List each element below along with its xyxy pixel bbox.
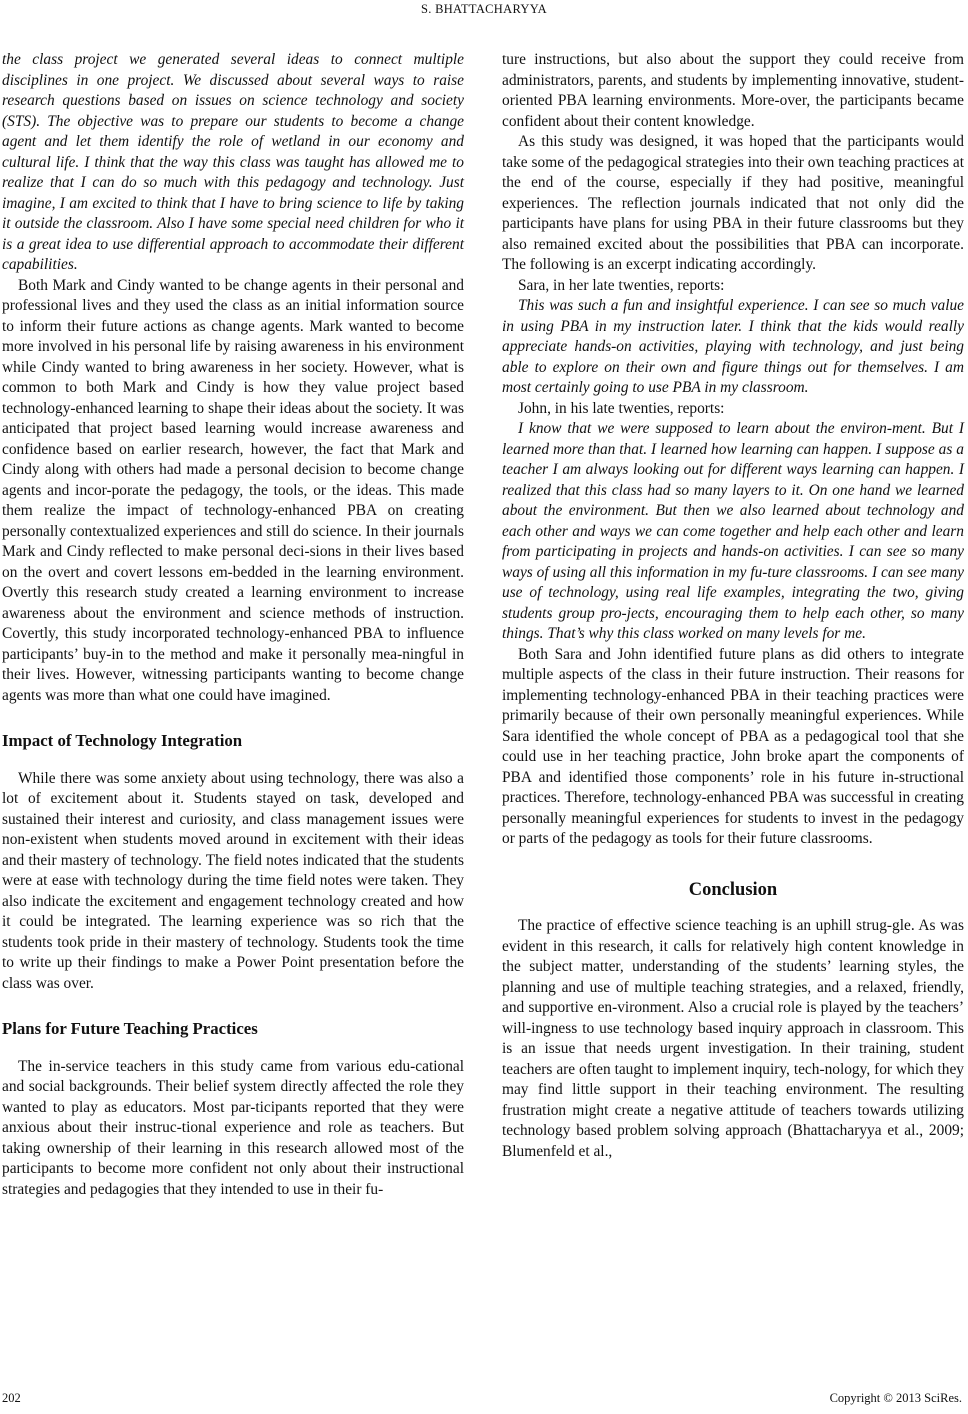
body-paragraph: The practice of effective science teaching is an uphill strug-gle. As was evident in this research, it calls for relatively high content knowledge in the subject matter, understanding of the students’ learning styles, the planning and use of multiple teaching strategies, and a relaxed, friendly, and supportive en-vironment. Also a crucial role is played by the teachers’ will-ingness to use technology based inquiry approach in classroom. This is an issue that needs urgent investigation. In their training, student teachers are often taught to implement inquiry, tech-nology, for which they may find little support in their teaching environment. The resulting frustration might create a negative attitude of teachers towards utilizing technology based problem solving approach (Bhattacharyya et al., 2009; Blumenfeld et al., [502, 917, 964, 1160]
body-paragraph: ture instructions, but also about the support they could receive from administrators, parents, and students by implementing innovative, student-oriented PBA learning environments. More-over, the participants became confident about their content knowledge. [502, 51, 964, 130]
body-paragraph: The in-service teachers in this study came from various edu-cational and social backgrounds. Their belief system directly affected the role they wanted to play as educators. Most par-ticipants reported that they were anxious about their instruc-tional experience and role as teachers. But taking ownership of their learning in this research allowed most of the participants to become more confident not only about their instructional strategies and pedagogies that they intended to use in their fu- [2, 1057, 464, 1198]
section-heading-conclusion: Conclusion [688, 879, 778, 900]
body-paragraph: Both Mark and Cindy wanted to be change agents in their personal and professional lives and they used the class as an initial information source to inform their future actions as change agents. Mark wanted to become more involved in his personal life by raising awareness in his environment while Cindy wanted to bring awareness in her society. However, what is common to both Mark and Cindy is how they value project based technology-enhanced learning to shape their ideas about the society. It was anticipated that project based learning would increase awareness and confidence based on earlier research, however, the fact that Mark and Cindy along with others had made a personal decision to become change agents and incor-porate the pedagogy, the tools, or the ideas. This made them realize the impact of technology-enhanced PBA on creating personally contextualized experiences and still do science. In their journals Mark and Cindy reflected to make personal deci-sions in their lives based on the overt and covert lessons em-bedded in the learning environment. Overtly this research study created a learning environment to increase awareness about the environment and science methods of instruction. Covertly, this study incorporated technology-enhanced PBA to influence participants’ buy-in to the method and make it personally mea-ningful in their lives. However, witnessing participants wanting to become change agents was more than what one could have imagined. [2, 276, 464, 704]
body-paragraph: While there was some anxiety about using technology, there was also a lot of excitement about it. Students stayed on task, developed and sustained their interest and curiosity, and class management issues were non-existent when students moved around in excitement with their ideas and their mastery of technology. The field notes indicated that the students were at ease with technology during the time field notes were taken. They also indicate the excitement and engagement technology created and how it could be integrated. The learning experience was so rich that the students took pride in their mastery of technology. Students took the time to write up their findings to make a Power Point presentation before the class was over. [2, 769, 464, 992]
body-paragraph: As this study was designed, it was hoped that the participants would take some of the pedagogical strategies into their own teaching practices at the end of the course, especially if they had positive, meaningful experiences. The reflection journals indicated that not only did the participants have plans for using PBA in their future classrooms but they also remained excited about the possibilities that PBA can incorporate. The following is an excerpt indicating accordingly. [502, 133, 964, 273]
quote-intro-john: John, in his late twenties, reports: [518, 399, 725, 417]
left-column [2, 50, 464, 1200]
copyright-notice: Copyright © 2013 SciRes. [829, 1391, 962, 1405]
body-paragraph: Both Sara and John identified future plans as did others to integrate multiple aspects of the class in their future instruction. Their reasons for implementing technology-enhanced PBA in their teaching practices were primarily because of their own personally meaningful experiences. While Sara identified the whole concept of PBA as a pedagogical tool that she could use in her teaching practice, John broke apart the components of PBA and identified those components’ role in his future in-structional practices. Therefore, technology-enhanced PBA was successful in creating personally meaningful experiences for students to invest in the pedagogy or parts of the pedagogy as tools for their future classrooms. [502, 645, 964, 847]
quote-paragraph: the class project we generated several ideas to connect multiple disciplines in one project. We discussed about several ways to raise research questions based on issues on science technology and society (STS). The objective was to prepare our students to become a change agent and let them identify the role of wetland in our economy and cultural life. I think that the way this class was taught has allowed me to realize that I can do so much with this pedagogy and technology. Just imagine, I am excited to think that I have to bring science to life by taking it outside the classroom. Also I have some special need children for who it is a great idea to use differential approach to accommodate their different capabilities. [2, 51, 464, 273]
section-heading-technology-integration: Impact of Technology Integration [2, 731, 243, 750]
quote-intro-sara: Sara, in her late twenties, reports: [518, 276, 725, 294]
page-number: 202 [2, 1391, 21, 1405]
quote-john: I know that we were supposed to learn about the environ-ment. But I learned more than that. I learned how learning can happen. I suppose as a teacher I am always looking out for different ways learning can happen. I realized that this class had so many layers to it. On one hand we learned about the environment. But then we also learned about technology and each other and ways we can come together and help each other and learn from participating in projects and hands-on activities. I can see so many ways of using all this information in my fu-ture classrooms. I can see many use of technology, using real life examples, integrating the two, giving students group pro-jects, encouraging them to help each other, so many things. That’s why this class worked on many levels for me. [502, 420, 964, 642]
right-column [502, 50, 964, 1162]
running-head: S. BHATTACHARYYA [420, 2, 548, 16]
section-heading-future-practices: Plans for Future Teaching Practices [2, 1019, 258, 1038]
quote-sara: This was such a fun and insightful experience. I can see so much value in using PBA in my instruction later. I think that the kids would really appreciate hands-on activities, playing with technology, and just being able to explore on their own and figure things out for themselves. I am most certainly going to use PBA in my classroom. [502, 297, 964, 396]
